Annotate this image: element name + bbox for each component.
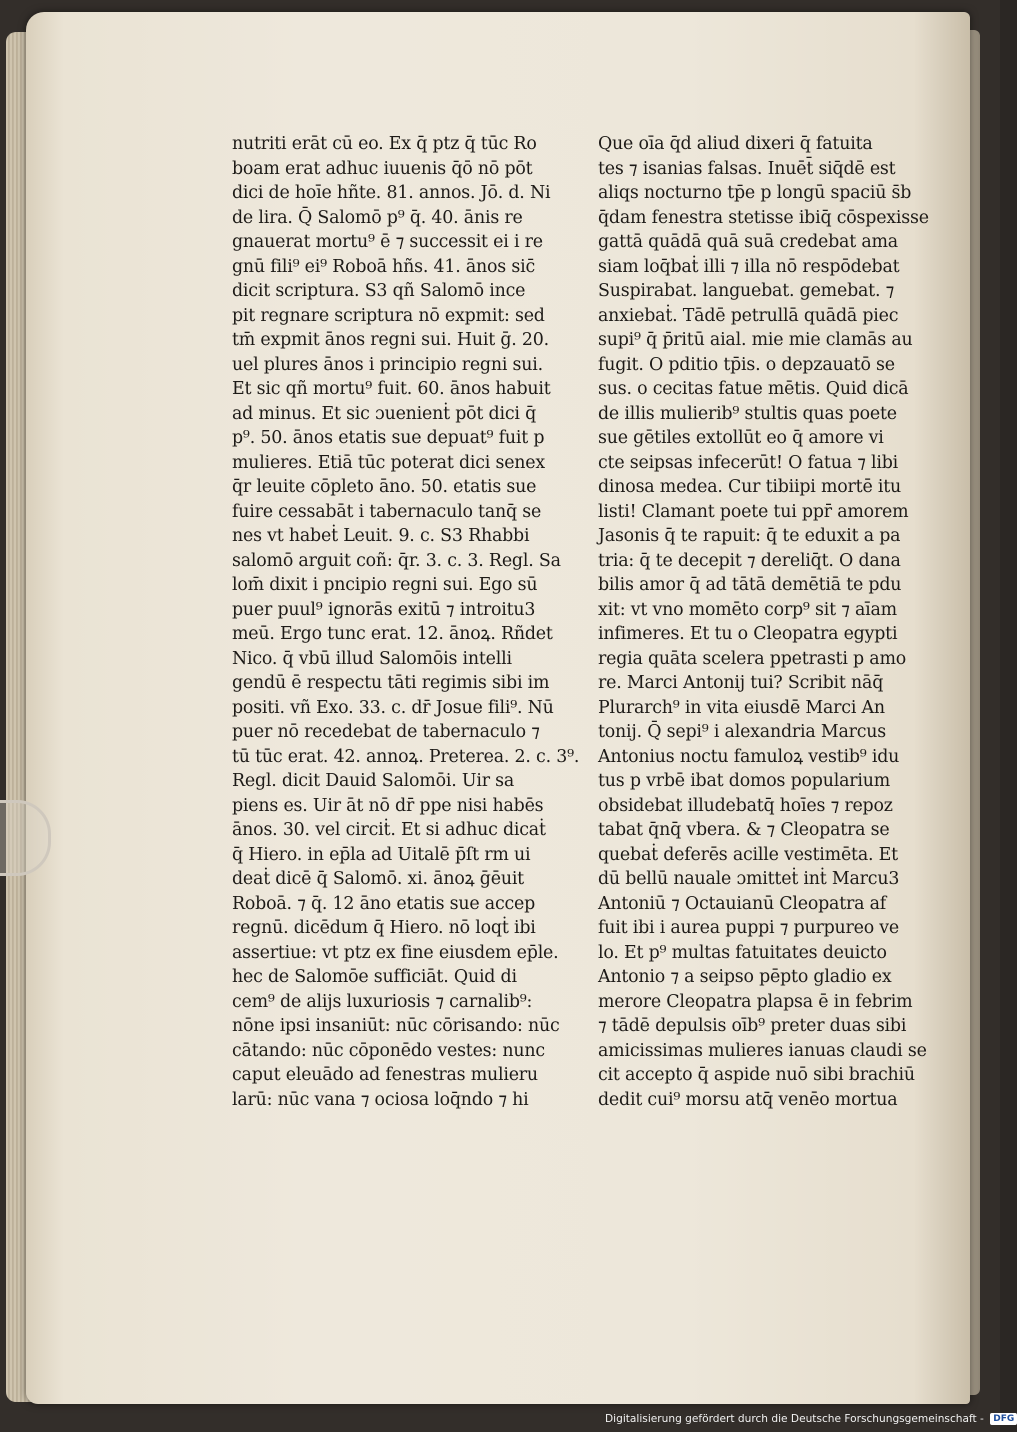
text-line: xit: vt vno momēto corp⁹ sit ⁊ aīam: [598, 599, 897, 620]
text-line: siam loq̄baṫ illi ⁊ illa nō respōdebat: [598, 256, 900, 277]
text-line: cte seipsas infecerūt! O fatua ⁊ libi: [598, 452, 899, 473]
text-line: meū. Ergo tunc erat. 12. ānoꝝ. Rñdet: [232, 624, 553, 644]
text-line: aliqs nocturno tp̄e p longū spaciū s̄b: [598, 183, 912, 203]
text-line: q̄dam fenestra stetisse ibiq̄ cōspexisse: [598, 207, 929, 228]
text-line: gnauerat mortu⁹ ē ⁊ successit ei i re: [232, 232, 543, 252]
text-line: cātando: nūc cōponēdo vestes: nunc: [232, 1040, 545, 1061]
text-line: obsidebat illudebatq̄ hoīes ⁊ repoz: [598, 795, 893, 816]
text-line: amicissimas mulieres ianuas claudi se: [598, 1040, 927, 1061]
text-line: dici de hoīe hñte. 81. annos. Jō. d. Ni: [232, 183, 551, 203]
text-line: Roboā. ⁊ q̄. 12 āno etatis sue accep: [232, 893, 536, 914]
credit-text: Digitalisierung gefördert durch die Deutsche Forschungsgemeinschaft -: [605, 1413, 984, 1425]
text-line: Suspirabat. languebat. gemebat. ⁊: [598, 281, 895, 301]
text-line: gendū ē respectu tāti regimis sibi im: [232, 673, 550, 693]
text-line: puer puul⁹ ignorās exitū ⁊ introitu3: [232, 599, 536, 620]
text-line: dū bellū nauale ɔmitteṫ inṫ Marcu3: [598, 869, 900, 889]
text-line: Regl. dicit Dauid Salomōi. Uir sa: [232, 771, 515, 791]
text-line: ⁊ tādē depulsis oīb⁹ preter duas sibi: [598, 1016, 907, 1036]
text-line: Antonius noctu famuloꝝ vestib⁹ idu: [598, 746, 900, 767]
text-line: dedit cui⁹ morsu atq̄ venēo mortua: [598, 1089, 898, 1110]
text-line: tus p vrbē ibat domos popularium: [598, 771, 891, 791]
text-line: hec de Salomōe sufficiāt. Quid di: [232, 967, 517, 987]
text-line: puer nō recedebat de tabernaculo ⁊: [232, 722, 540, 742]
text-line: anxiebaṫ. Tādē petrullā quādā piec: [598, 305, 899, 326]
text-line: ad minus. Et sic ɔuenienṫ pōt dici q̄: [232, 403, 537, 424]
text-line: nes vt habeṫ Leuit. 9. c. S3 Rhabbi: [232, 526, 530, 546]
text-line: caput eleuādo ad fenestras mulieru: [232, 1065, 538, 1085]
text-line: lo. Et p⁹ multas fatuitates deuicto: [598, 942, 887, 963]
text-line: gattā quādā quā suā credebat ama: [598, 232, 898, 252]
text-line: deaṫ dicē q̄ Salomō. xi. ānoꝝ ḡēuit: [232, 869, 524, 889]
text-line: bilis amor q̄ ad tātā demētiā te pdu: [598, 575, 902, 595]
text-line: boam erat adhuc iuuenis q̄ō nō pōt: [232, 158, 533, 179]
text-line: pit regnare scriptura nō expmit: sed: [232, 305, 545, 326]
right-text-column: [598, 132, 929, 1112]
text-line: de illis mulierib⁹ stultis quas poete: [598, 403, 897, 424]
text-line: positi. vñ Exo. 33. c. dr̄ Josue fili⁹. Nū: [232, 697, 554, 718]
text-line: mulieres. Etiā tūc poterat dici senex: [232, 452, 546, 473]
left-text-column: [232, 132, 580, 1112]
text-line: q̄r leuite cōpleto āno. 50. etatis sue: [232, 477, 537, 497]
text-line: sus. o cecitas fatue mētis. Quid dicā: [598, 379, 909, 399]
text-line: salomō arguit coñ: q̄r. 3. c. 3. Regl. Sa: [232, 550, 561, 571]
text-line: regnū. dicēdum q̄ Hiero. nō loqṫ ibi: [232, 918, 536, 938]
text-line: gnū fili⁹ ei⁹ Roboā hñs. 41. ānos sic̄: [232, 256, 535, 277]
text-line: regia quāta scelera ppetrasti p amo: [598, 648, 907, 669]
text-line: ānos. 30. vel circiṫ. Et si adhuc dicaṫ: [232, 820, 546, 840]
text-line: assertiue: vt ptz ex fine eiusdem ep̄le.: [232, 942, 559, 963]
text-line: Antonio ⁊ a seipso pēpto gladio ex: [598, 967, 892, 987]
text-line: uel plures ānos i principio regni sui.: [232, 354, 543, 375]
text-line: lom̄ dixit i pncipio regni sui. Ego sū: [232, 575, 538, 595]
text-line: tonij. Q̄ sepi⁹ i alexandria Marcus: [598, 722, 887, 742]
text-line: nōne ipsi insaniūt: nūc cōrisando: nūc: [232, 1016, 560, 1036]
text-line: fuit ibi i aurea puppi ⁊ purpureo ve: [598, 918, 900, 938]
text-line: tabat q̄nq̄ vbera. & ⁊ Cleopatra se: [598, 820, 890, 840]
text-line: cit accepto q̄ aspide nuō sibi brachiū: [598, 1065, 915, 1085]
text-line: sue gētiles extollūt eo q̄ amore vi: [598, 428, 884, 448]
text-line: listi! Clamant poete tui ppr̄ amorem: [598, 501, 909, 522]
text-line: tria: q̄ te decepit ⁊ dereliq̄t. O dana: [598, 550, 901, 571]
text-line: Antoniū ⁊ Octauianū Cleopatra af: [598, 893, 887, 914]
text-line: q̄ Hiero. in ep̄la ad Uitalē p̄ſt rm ui: [232, 844, 531, 865]
text-line: re. Marci Antonij tui? Scribit nāq̄: [598, 673, 884, 693]
text-line: Nico. q̄ vbū illud Salomōis intelli: [232, 648, 512, 669]
text-line: tū tūc erat. 42. annoꝝ. Preterea. 2. c. 3⁹.: [232, 746, 580, 767]
dfg-logo-icon: DFG: [990, 1413, 1017, 1425]
text-line: larū: nūc vana ⁊ ociosa loq̄ndo ⁊ hi: [232, 1089, 529, 1110]
text-line: merore Cleopatra plapsa ē in febrim: [598, 991, 913, 1012]
text-line: cem⁹ de alijs luxuriosis ⁊ carnalib⁹:: [232, 991, 533, 1012]
text-line: tm̄ expmit ānos regni sui. Huit ḡ. 20.: [232, 330, 549, 350]
text-line: dinosa medea. Cur tibiipi mortē itu: [598, 477, 902, 497]
digitization-credit: [605, 1413, 1015, 1429]
text-line: fuire cessabāt i tabernaculo tanq̄ se: [232, 501, 542, 522]
text-line: Jasonis q̄ te rapuit: q̄ te eduxit a pa: [598, 526, 901, 546]
text-line: nutriti erāt cū eo. Ex q̄ ptz q̄ tūc Ro: [232, 134, 537, 154]
text-line: fugit. O pditio tp̄is. o depzauatō se: [598, 354, 895, 375]
text-line: piens es. Uir āt nō dr̄ ppe nisi habēs: [232, 795, 544, 816]
text-line: tes ⁊ isanias falsas. Inuēt̄ siq̄dē est: [598, 158, 896, 179]
text-line: quebaṫ deferēs acille vestimēta. Et: [598, 844, 898, 865]
text-line: supi⁹ q̄ p̄ritū aial. mie mie clamās au: [598, 330, 913, 350]
text-line: Que oīa q̄d aliud dixeri q̄ fatuita: [598, 134, 873, 154]
text-line: Et sic qñ mortu⁹ fuit. 60. ānos habuit: [232, 379, 551, 399]
text-line: dicit scriptura. S3 qñ Salomō ince: [232, 281, 526, 301]
text-line: Plurarch⁹ in vita eiusdē Marci An: [598, 697, 885, 718]
text-line: de lira. Q̄ Salomō p⁹ q̄. 40. ānis re: [232, 207, 523, 228]
text-line: p⁹. 50. ānos etatis sue depuat⁹ fuit p: [232, 428, 545, 448]
text-line: infimeres. Et tu o Cleopatra egypti: [598, 624, 898, 644]
